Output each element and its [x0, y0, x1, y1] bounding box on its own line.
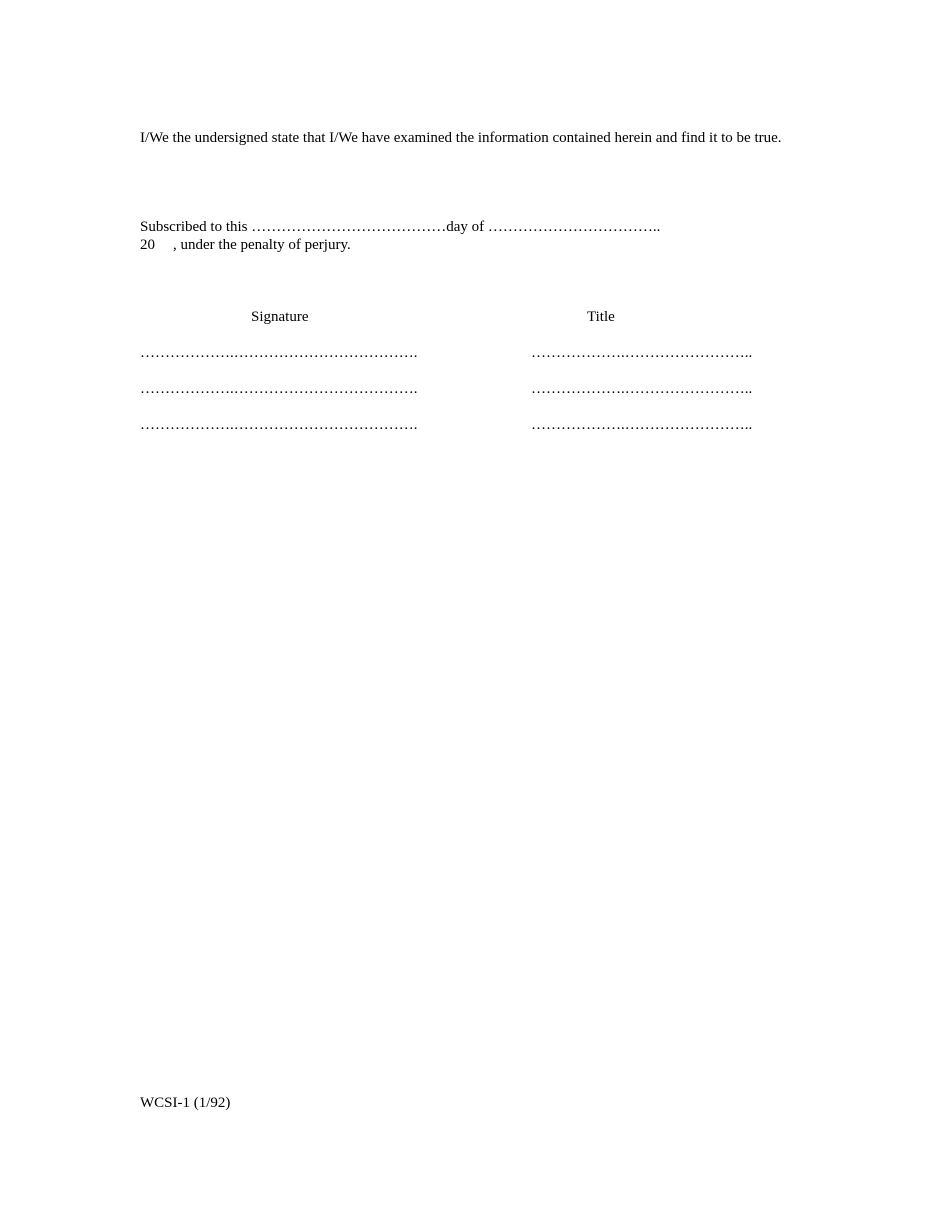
title-column-header: Title [587, 309, 615, 325]
affirmation-statement: I/We the undersigned state that I/We have examined the information contained herein and find it to be true. [140, 130, 782, 146]
penalty-text: , under the penalty of perjury. [173, 237, 351, 253]
month-blank[interactable]: …………………………….. [487, 219, 661, 235]
subscribed-line [140, 218, 660, 236]
title-line[interactable]: ……………….…………………….. [531, 417, 753, 433]
title-line[interactable]: ……………….…………………….. [531, 381, 753, 397]
year-prefix: 20 [140, 237, 155, 253]
signature-line[interactable]: ……………….………………………………. [140, 345, 418, 361]
day-of-label: day of [446, 219, 488, 235]
signature-line[interactable]: ……………….………………………………. [140, 417, 418, 433]
signature-column-header: Signature [251, 309, 309, 325]
title-line[interactable]: ……………….…………………….. [531, 345, 753, 361]
form-identifier: WCSI-1 (1/92) [140, 1095, 231, 1111]
day-blank[interactable]: ………………………………… [251, 219, 447, 235]
year-line [140, 236, 351, 254]
signature-line[interactable]: ……………….………………………………. [140, 381, 418, 397]
subscribed-prefix: Subscribed to this [140, 219, 252, 235]
